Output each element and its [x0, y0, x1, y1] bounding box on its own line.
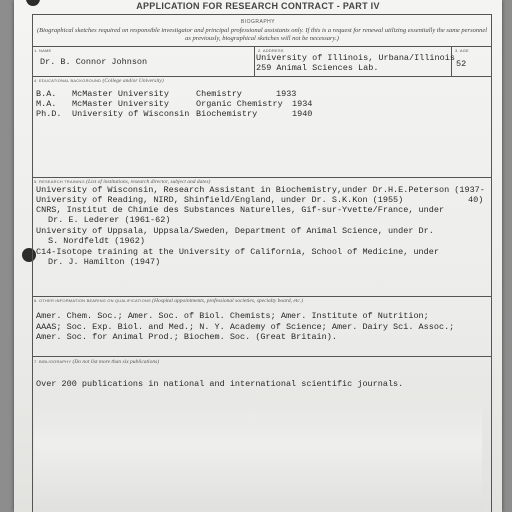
- research-top-rule: [32, 177, 492, 178]
- age-label: 3. AGE: [455, 48, 469, 53]
- institution: McMaster University: [72, 89, 169, 99]
- degree: Ph.D.: [36, 109, 62, 119]
- name-value: Dr. B. Connor Johnson: [40, 57, 148, 67]
- biography-instructions: (Biographical sketches required on responsible investigator and principal professional assistants only. If this is a request for renewal utilizing essentially the same personnel as previously, biographical sketches will not be necessary.): [36, 27, 488, 42]
- field: Organic Chemistry: [196, 99, 283, 109]
- degree: B.A.: [36, 89, 57, 99]
- other-info-label-text: 6. OTHER INFORMATION BEARING ON QUALIFICATIONS: [34, 298, 151, 303]
- other-info-line: AAAS; Soc. Exp. Biol. and Med.; N. Y. Academy of Science; Amer. Dairy Sci. Assoc.;: [36, 322, 455, 332]
- bibliography-label-note: (Do not list more than six publications): [72, 359, 160, 365]
- research-line: CNRS, Institut de Chimie des Substances Naturelles, Gif-sur-Yvette/France, under: [36, 205, 445, 215]
- address-line2: 259 Animal Sciences Lab.: [256, 63, 379, 73]
- row1-top-rule: [32, 46, 492, 47]
- research-label-note: (List of institutions, research director, subject and dates): [86, 179, 211, 185]
- education-label-note: (College and/or University): [102, 78, 164, 84]
- bibliography-text: Over 200 publications in national and international scientific journals.: [36, 379, 404, 389]
- address-line1: University of Illinois, Urbana/Illinois: [256, 53, 455, 63]
- institution: University of Wisconsin: [72, 109, 190, 119]
- research-line: S. Nordfeldt (1962): [48, 236, 145, 246]
- punch-hole-middle: [22, 248, 36, 262]
- research-line: Dr. J. Hamilton (1947): [48, 257, 161, 267]
- document-page: [14, 0, 502, 512]
- research-line: University of Uppsala, Uppsala/Sweden, Department of Animal Science, under Dr.: [36, 226, 434, 236]
- education-label: [34, 78, 164, 84]
- top-rule: [32, 14, 492, 15]
- name-address-divider: [254, 46, 255, 76]
- bibliography-label-text: 7. BIBLIOGRAPHY: [34, 359, 72, 364]
- education-label-text: 4. EDUCATIONAL BACKGROUND: [34, 78, 102, 83]
- bibliography-label: [34, 359, 159, 365]
- degree: M.A.: [36, 99, 57, 109]
- research-line: C14-Isotope training at the University of California, School of Medicine, under: [36, 247, 439, 257]
- bibliography-top-rule: [32, 356, 492, 357]
- other-info-line: Amer. Soc. for Animal Prod.; Biochem. Soc. (Great Britain).: [36, 332, 337, 342]
- year: 1933: [276, 89, 297, 99]
- address-label: 2. ADDRESS: [258, 48, 284, 53]
- right-border: [491, 14, 492, 512]
- name-label: 1. NAME: [34, 48, 52, 53]
- field: Chemistry: [196, 89, 242, 99]
- research-line: 40): [468, 195, 484, 205]
- other-info-line: Amer. Chem. Soc.; Amer. Soc. of Biol. Chemists; Amer. Institute of Nutrition;: [36, 311, 429, 321]
- year: 1934: [292, 99, 313, 109]
- research-line: University of Reading, NIRD, Shinfield/England, under Dr. S.K.Kon (1955): [36, 195, 404, 205]
- left-border: [32, 14, 33, 512]
- education-top-rule: [32, 76, 492, 77]
- other-info-label-note: (Hospital appointments, professional societies, specialty board, etc.): [152, 298, 303, 304]
- research-line: University of Wisconsin, Research Assistant in Biochemistry,under Dr.H.E.Peterson (1937-: [36, 185, 485, 195]
- research-line: Dr. E. Lederer (1961-62): [48, 215, 171, 225]
- institution: McMaster University: [72, 99, 169, 109]
- other-info-top-rule: [32, 296, 492, 297]
- scan-fade: [34, 400, 482, 510]
- year: 1940: [292, 109, 313, 119]
- age-value: 52: [456, 59, 467, 69]
- form-title: APPLICATION FOR RESEARCH CONTRACT - PART IV: [136, 1, 380, 11]
- biography-title: BIOGRAPHY: [240, 19, 276, 25]
- other-info-label: [34, 298, 303, 304]
- research-label-text: 5. RESEARCH TRAINING: [34, 179, 85, 184]
- field: Biochemistry: [196, 109, 258, 119]
